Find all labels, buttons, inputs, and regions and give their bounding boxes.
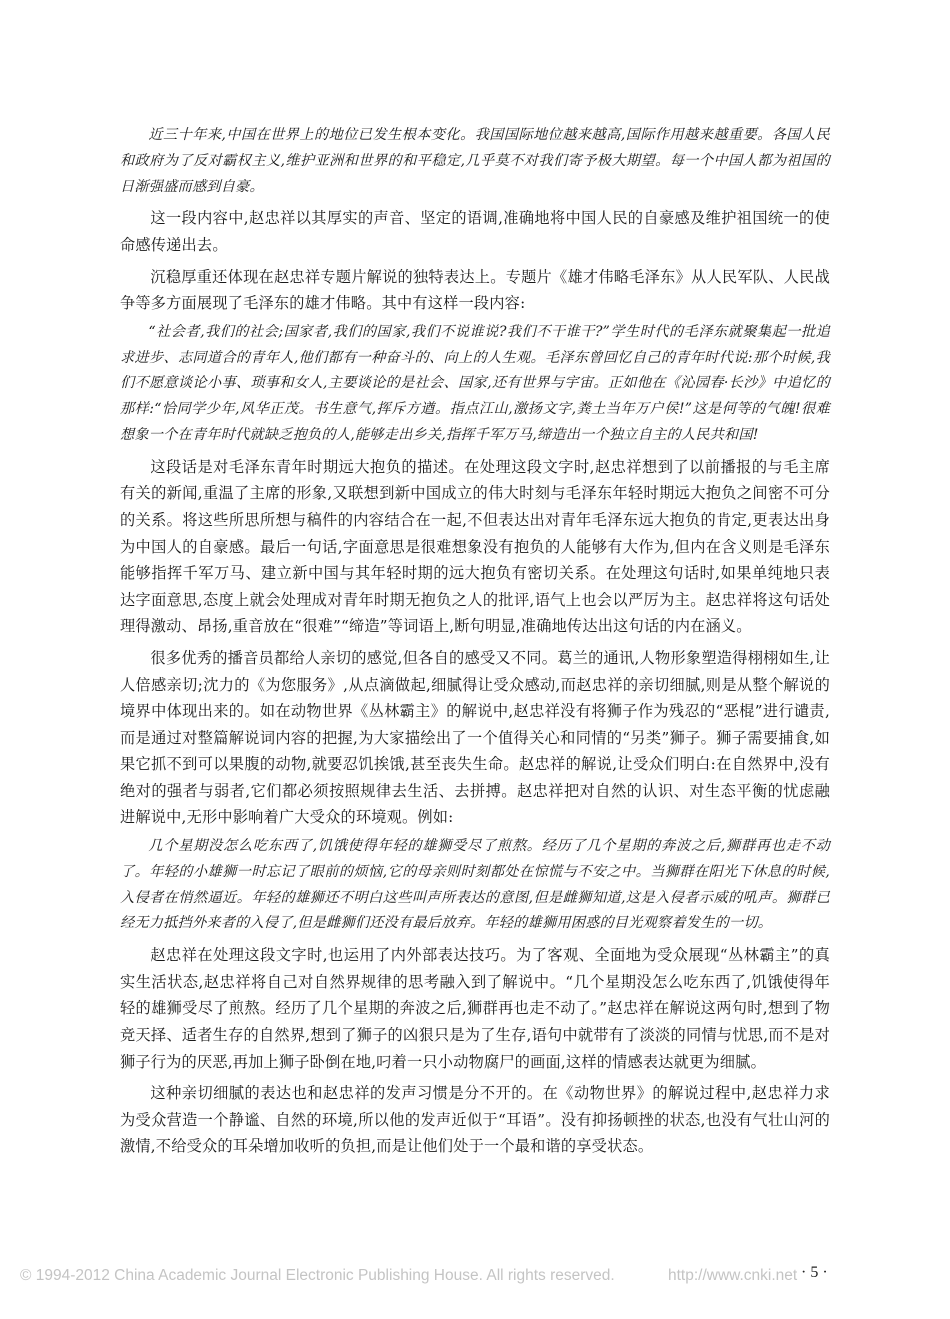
article-body — [120, 123, 830, 1160]
website-link[interactable]: http://www.cnki.net — [668, 1267, 798, 1284]
body-paragraph-5: 赵忠祥在处理这段文字时,也运用了内外部表达技巧。为了客观、全面地为受众展现“丛林霸主”的真实生活状态,赵忠祥将自己对自然界规律的思考融入到了解说中。“几个星期没怎么吃东西了,饥饿使得年轻的雄狮受尽了煎熬。经历了几个星期的奔波之后,狮群再也走不动了。”赵忠祥在解说这两句时,想到了物竞天择、适者生存的自然界,想到了狮子的凶狠只是为了生存,语句中就带有了淡淡的同情与忧思,而不是对狮子行为的厌恶,再加上狮子卧倒在地,叼着一只小动物腐尸的画面,这样的情感表达就更为细腻。 — [120, 946, 830, 1071]
body-paragraph-2: 沉稳厚重还体现在赵忠祥专题片解说的独特表达上。专题片《雄才伟略毛泽东》从人民军队、人民战争等多方面展现了毛泽东的雄才伟略。其中有这样一段内容: — [120, 267, 830, 313]
quoted-passage-1: 近三十年来,中国在世界上的地位已发生根本变化。我国国际地位越来越高,国际作用越来越重要。各国人民和政府为了反对霸权主义,维护亚洲和世界的和平稳定,几乎莫不对我们寄予极大期望。每一个中国人都为祖国的日渐强盛而感到自豪。 — [120, 127, 830, 195]
page-number: · 5 · — [801, 1264, 828, 1281]
page-footer — [20, 1264, 840, 1292]
body-paragraph-6: 这种亲切细腻的表达也和赵忠祥的发声习惯是分不开的。在《动物世界》的解说过程中,赵忠祥力求为受众营造一个静谧、自然的环境,所以他的发声近似于“耳语”。没有抑扬顿挫的状态,也没有气壮山河的激情,不给受众的耳朵增加收听的负担,而是让他们处于一个最和谐的享受状态。 — [120, 1084, 830, 1156]
body-paragraph-3: 这段话是对毛泽东青年时期远大抱负的描述。在处理这段文字时,赵忠祥想到了以前播报的与毛主席有关的新闻,重温了主席的形象,又联想到新中国成立的伟大时刻与毛泽东年轻时期远大抱负之间密不可分的关系。将这些所思所想与稿件的内容结合在一起,不但表达出对青年毛泽东远大抱负的肯定,更表达出身为中国人的自豪感。最后一句话,字面意思是很难想象没有抱负的人能够有大作为,但内在含义则是毛泽东能够指挥千军万马、建立新中国与其年轻时期的远大抱负有密切关系。在处理这句话时,如果单纯地只表达字面意思,态度上就会处理成对青年时期无抱负之人的批评,语气上也会以严厉为主。赵忠祥将这句话处理得激动、昂扬,重音放在“很难”“缔造”等词语上,断句明显,准确地传达出这句话的内在涵义。 — [120, 457, 830, 636]
quoted-passage-3: 几个星期没怎么吃东西了,饥饿使得年轻的雄狮受尽了煎熬。经历了几个星期的奔波之后,狮群再也走不动了。年轻的小雄狮一时忘记了眼前的烦恼,它的母亲则时刻都处在惊慌与不安之中。当狮群在阳光下休息的时候,入侵者在悄然逼近。年轻的雄狮还不明白这些叫声所表达的意图,但是雌狮知道,这是入侵者示威的吼声。狮群已经无力抵挡外来者的入侵了,但是雌狮们还没有最后放弃。年轻的雄狮用困惑的目光观察着发生的一切。 — [120, 838, 830, 932]
body-paragraph-4: 很多优秀的播音员都给人亲切的感觉,但各自的感受又不同。葛兰的通讯,人物形象塑造得栩栩如生,让人倍感亲切;沈力的《为您服务》,从点滴做起,细腻得让受众感动,而赵忠祥的亲切细腻,则是从整个解说的境界中体现出来的。如在动物世界《丛林霸主》的解说中,赵忠祥没有将狮子作为残忍的“恶棍”进行谴责,而是通过对整篇解说词内容的把握,为大家描绘出了一个值得关心和同情的“另类”狮子。狮子需要捕食,如果它抓不到可以果腹的动物,就要忍饥挨饿,甚至丧失生命。赵忠祥的解说,让受众们明白:在自然界中,没有绝对的强者与弱者,它们都必须按照规律去生活、去拼搏。赵忠祥把对自然的认识、对生态平衡的忧虑融进解说中,无形中影响着广大受众的环境观。例如: — [120, 648, 830, 827]
quoted-passage-2: “社会者,我们的社会;国家者,我们的国家,我们不说谁说?我们不干谁干?”学生时代的毛泽东就聚集起一批追求进步、志同道合的青年人,他们都有一种奋斗的、向上的人生观。毛泽东曾回忆自己的青年时代说:那个时候,我们不愿意谈论小事、琐事和女人,主要谈论的是社会、国家,还有世界与宇宙。正如他在《沁园春·长沙》中追忆的那样:“恰同学少年,风华正茂。书生意气,挥斥方遒。指点江山,激扬文字,粪土当年万户侯!”这是何等的气魄!很难想象一个在青年时代就缺乏抱负的人,能够走出乡关,指挥千军万马,缔造出一个独立自主的人民共和国! — [120, 323, 830, 443]
copyright-notice: © 1994-2012 China Academic Journal Electronic Publishing House. All rights reserved. — [20, 1267, 615, 1284]
body-paragraph-1: 这一段内容中,赵忠祥以其厚实的声音、坚定的语调,准确地将中国人民的自豪感及维护祖国统一的使命感传递出去。 — [120, 209, 830, 254]
